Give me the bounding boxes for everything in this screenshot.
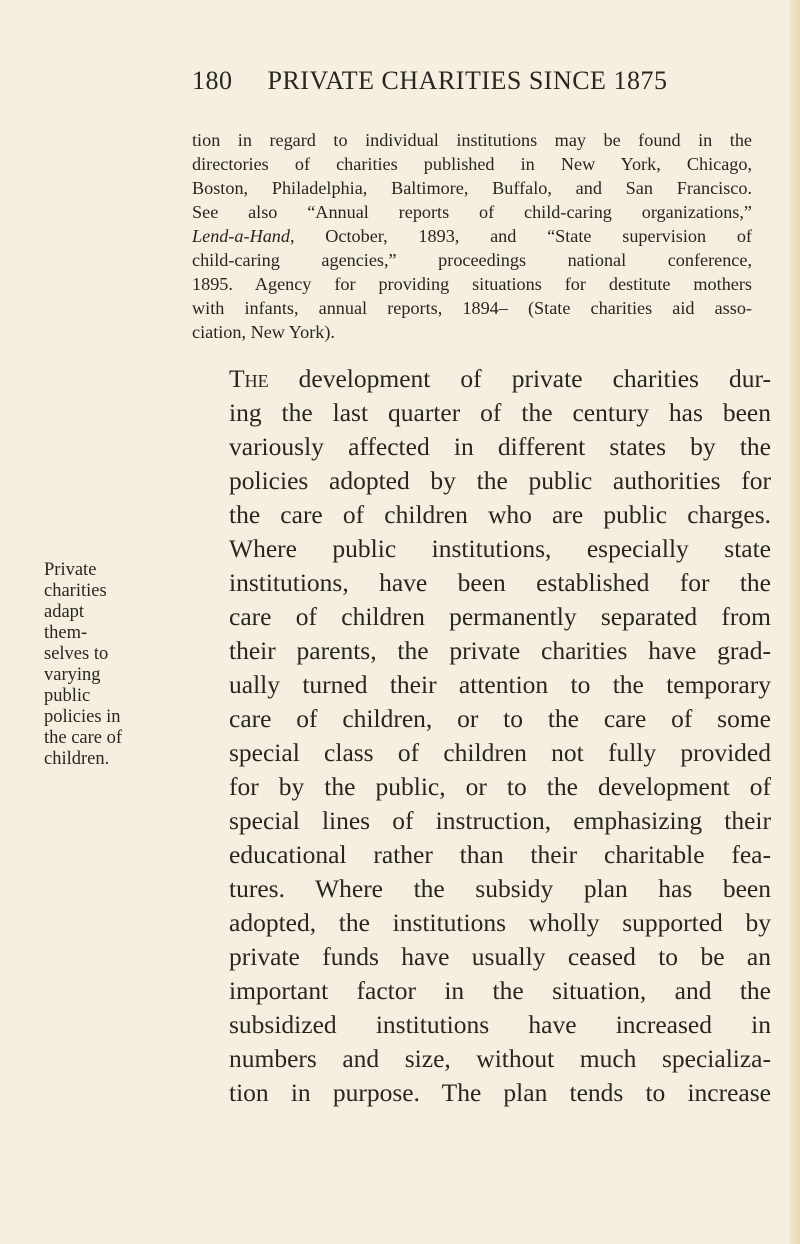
- footnote-line: child-caring agencies,” proceedings national conference,: [192, 250, 752, 270]
- footnote-line: 1895. Agency for providing situations for destitute mothers: [192, 274, 752, 294]
- body-line: The development of private charities dur-: [229, 364, 771, 393]
- body-line: tures. Where the subsidy plan has been: [229, 874, 771, 903]
- margin-note-line: Private: [44, 560, 97, 580]
- body-line: private funds have usually ceased to be an: [229, 942, 771, 971]
- body-line: for by the public, or to the development of: [229, 772, 771, 801]
- page-edge: [790, 0, 800, 1244]
- body-line: institutions, have been established for the: [229, 568, 771, 597]
- margin-note-line: children.: [44, 749, 110, 769]
- opening-word: The: [229, 364, 269, 393]
- page-number: 180: [192, 66, 233, 95]
- body-line: their parents, the private charities have grad-: [229, 636, 771, 665]
- margin-note-line: policies in: [44, 707, 121, 727]
- margin-note-line: adapt: [44, 602, 85, 622]
- body-line: important factor in the situation, and the: [229, 976, 771, 1005]
- margin-note-line: varying: [44, 665, 101, 685]
- margin-note-line: them-: [44, 623, 88, 643]
- footnote-line: with infants, annual reports, 1894– (State charities aid asso-: [192, 298, 752, 318]
- body-line: policies adopted by the public authorities for: [229, 466, 771, 495]
- footnote-line: tion in regard to individual institutions may be found in the: [192, 130, 752, 150]
- body-line: special lines of instruction, emphasizing their: [229, 806, 771, 835]
- body-line: ing the last quarter of the century has been: [229, 398, 771, 427]
- body-line: subsidized institutions have increased in: [229, 1010, 771, 1039]
- body-paragraph: [229, 362, 771, 1110]
- margin-note-line: selves to: [44, 644, 109, 664]
- body-line: care of children permanently separated from: [229, 602, 771, 631]
- body-line: special class of children not fully provided: [229, 738, 771, 767]
- body-line: care of children, or to the care of some: [229, 704, 771, 733]
- journal-title: Lend-a-Hand: [192, 226, 290, 246]
- body-line: numbers and size, without much specializa-: [229, 1044, 771, 1073]
- footnote: [192, 128, 752, 344]
- body-line: variously affected in different states by the: [229, 432, 771, 461]
- margin-note-line: charities: [44, 581, 107, 601]
- body-line: adopted, the institutions wholly supported by: [229, 908, 771, 937]
- footnote-line: Lend-a-Hand, October, 1893, and “State supervision of: [192, 226, 752, 246]
- running-head: [192, 66, 752, 96]
- footnote-line: directories of charities published in New York, Chicago,: [192, 154, 752, 174]
- body-line: tion in purpose. The plan tends to increase: [229, 1078, 771, 1107]
- body-line: ually turned their attention to the temporary: [229, 670, 771, 699]
- body-line: Where public institutions, especially state: [229, 534, 771, 563]
- body-line: educational rather than their charitable fea-: [229, 840, 771, 869]
- footnote-line: Boston, Philadelphia, Baltimore, Buffalo, and San Francisco.: [192, 178, 752, 198]
- margin-note: [44, 560, 194, 770]
- footnote-line: See also “Annual reports of child-caring organizations,”: [192, 202, 752, 222]
- margin-note-line: public: [44, 686, 91, 706]
- running-title: PRIVATE CHARITIES SINCE 1875: [267, 66, 668, 95]
- margin-note-line: the care of: [44, 728, 123, 748]
- body-line: the care of children who are public charges.: [229, 500, 771, 529]
- footnote-line: ciation, New York).: [192, 322, 335, 342]
